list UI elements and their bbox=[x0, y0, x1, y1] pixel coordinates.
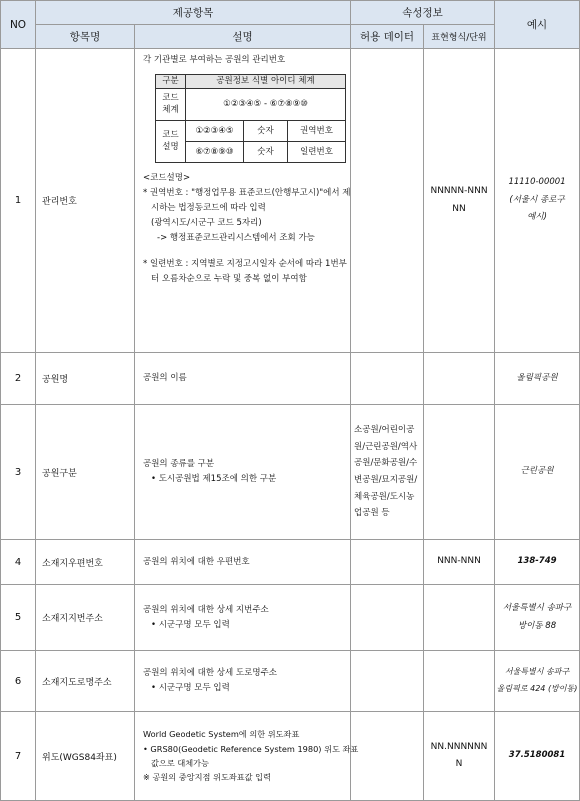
item-name: 소재지지번주소 bbox=[36, 585, 135, 651]
desc-note: ※ 공원의 중앙지점 위도좌표값 입력 bbox=[143, 772, 271, 783]
code-table-cell: ①②③④⑤ bbox=[186, 121, 244, 142]
desc-line: 공원의 종류를 구분 bbox=[143, 459, 215, 470]
format-unit bbox=[424, 712, 495, 801]
allowed-data: 소공원/어린이공원/근린공원/역사공원/문화공원/수변공원/묘지공원/체육공원/도시농업공원 등 bbox=[351, 405, 424, 540]
code-table-label-structure: 코드 체계 bbox=[156, 89, 186, 121]
item-description: 공원의 위치에 대한 우편번호 bbox=[135, 540, 351, 585]
table-row bbox=[1, 49, 580, 353]
code-table-cell: 권역번호 bbox=[288, 121, 346, 142]
format-value: NNNNN-NNNNN bbox=[430, 186, 488, 214]
item-name: 공원명 bbox=[36, 353, 135, 405]
format-unit bbox=[424, 651, 495, 712]
row-number: 6 bbox=[1, 651, 36, 712]
example bbox=[495, 651, 580, 712]
item-description bbox=[135, 651, 351, 712]
desc-bullet: • GRS80(Geodetic Reference System 1980) 위도 좌표 bbox=[143, 743, 359, 754]
allowed-data bbox=[351, 353, 424, 405]
allowed-data bbox=[351, 540, 424, 585]
format-unit bbox=[424, 405, 495, 540]
code-table-label-description: 코드 설명 bbox=[156, 121, 186, 163]
example bbox=[495, 49, 580, 353]
row-number: 1 bbox=[1, 49, 36, 353]
example-line: 방이동 88 bbox=[517, 620, 557, 631]
example-line: 서울특별시 송파구 bbox=[504, 667, 570, 677]
allowed-data bbox=[351, 49, 424, 353]
desc-bullet: • 도시공원법 제15조에 의한 구분 bbox=[151, 474, 277, 484]
item-description bbox=[135, 49, 351, 353]
header-example: 예시 bbox=[495, 1, 580, 49]
desc-line: World Geodetic System에 의한 위도좌표 bbox=[143, 729, 300, 740]
allowed-data bbox=[351, 585, 424, 651]
table-row bbox=[1, 540, 580, 585]
desc-line: 값으로 대체가능 bbox=[151, 758, 209, 768]
desc-line: * 권역번호 : "행정업무용 표준코드(안행부고시)"에서 제 bbox=[143, 188, 351, 199]
code-table-cell: 숫자 bbox=[244, 121, 288, 142]
row-number: 3 bbox=[1, 405, 36, 540]
format-unit bbox=[424, 585, 495, 651]
format-unit bbox=[424, 353, 495, 405]
format-value: NN.NNNNNNN bbox=[430, 741, 488, 769]
desc-spacer bbox=[143, 246, 344, 257]
row-number: 7 bbox=[1, 712, 36, 801]
item-name: 소재지도로명주소 bbox=[36, 651, 135, 712]
desc-bullet: • 시군구명 모두 입력 bbox=[151, 619, 230, 630]
allowed-data bbox=[351, 712, 424, 801]
example bbox=[495, 585, 580, 651]
code-structure-table bbox=[155, 74, 346, 163]
desc-line: -> 행정표준코드관리시스템에서 조회 가능 bbox=[157, 232, 315, 243]
desc-bullet: • 시군구명 모두 입력 bbox=[151, 683, 230, 693]
example-line: 서울특별시 송파구 bbox=[502, 602, 572, 613]
item-name: 관리번호 bbox=[36, 49, 135, 353]
header-attribute-info: 속성정보 bbox=[351, 1, 495, 25]
header-no: NO bbox=[1, 1, 36, 49]
item-name: 소재지우편번호 bbox=[36, 540, 135, 585]
desc-line: <코드설명> bbox=[143, 173, 191, 184]
desc-line: 터 오름차순으로 누락 및 중복 없이 부여함 bbox=[151, 273, 307, 284]
desc-line: 시하는 법정동코드에 따라 입력 bbox=[151, 203, 266, 214]
item-description: 공원의 이름 bbox=[135, 353, 351, 405]
code-table-header-category: 구분 bbox=[156, 74, 186, 88]
example: 138-749 bbox=[495, 540, 580, 585]
header-format-unit: 표현형식/단위 bbox=[424, 25, 495, 49]
row-number: 5 bbox=[1, 585, 36, 651]
table-row bbox=[1, 353, 580, 405]
item-description bbox=[135, 585, 351, 651]
desc-line: * 일련번호 : 지역별로 지정고시일자 순서에 따라 1번부 bbox=[143, 258, 347, 269]
desc-line: 공원의 위치에 대한 상세 도로명주소 bbox=[143, 668, 277, 679]
desc-intro: 각 기관별로 부여하는 공원의 관리번호 bbox=[143, 55, 286, 65]
code-table-header-system: 공원정보 식별 아이디 체계 bbox=[186, 74, 346, 88]
header-item-name: 항목명 bbox=[36, 25, 135, 49]
item-name: 공원구분 bbox=[36, 405, 135, 540]
table-row bbox=[1, 585, 580, 651]
example-value: 11110-00001 bbox=[508, 176, 566, 187]
header-provided-items: 제공항목 bbox=[36, 1, 351, 25]
header-allowed-data: 허용 데이터 bbox=[351, 25, 424, 49]
format-unit bbox=[424, 49, 495, 353]
format-unit: NNN-NNN bbox=[424, 540, 495, 585]
desc-line: (광역시도/시군구 코드 5자리) bbox=[151, 217, 262, 228]
item-description bbox=[135, 405, 351, 540]
example-note: (서울시 종로구 예시) bbox=[509, 194, 565, 223]
row-number: 2 bbox=[1, 353, 36, 405]
code-table-cell: 숫자 bbox=[244, 142, 288, 163]
row-number: 4 bbox=[1, 540, 36, 585]
example: 올림픽공원 bbox=[495, 353, 580, 405]
code-table-cell: 일련번호 bbox=[288, 142, 346, 163]
table-row bbox=[1, 405, 580, 540]
example-line: 올림픽로 424 (방이동) bbox=[496, 684, 578, 693]
header-description: 설명 bbox=[135, 25, 351, 49]
code-table-cell: ⑥⑦⑧⑨⑩ bbox=[186, 142, 244, 163]
table-row bbox=[1, 712, 580, 801]
item-name: 위도(WGS84좌표) bbox=[36, 712, 135, 801]
table-row bbox=[1, 651, 580, 712]
allowed-data bbox=[351, 651, 424, 712]
example: 근린공원 bbox=[495, 405, 580, 540]
item-description bbox=[135, 712, 359, 801]
example: 37.5180081 bbox=[495, 712, 580, 801]
desc-line: 공원의 위치에 대한 상세 지번주소 bbox=[143, 604, 269, 615]
code-table-structure-value: ①②③④⑤ - ⑥⑦⑧⑨⑩ bbox=[186, 89, 346, 121]
